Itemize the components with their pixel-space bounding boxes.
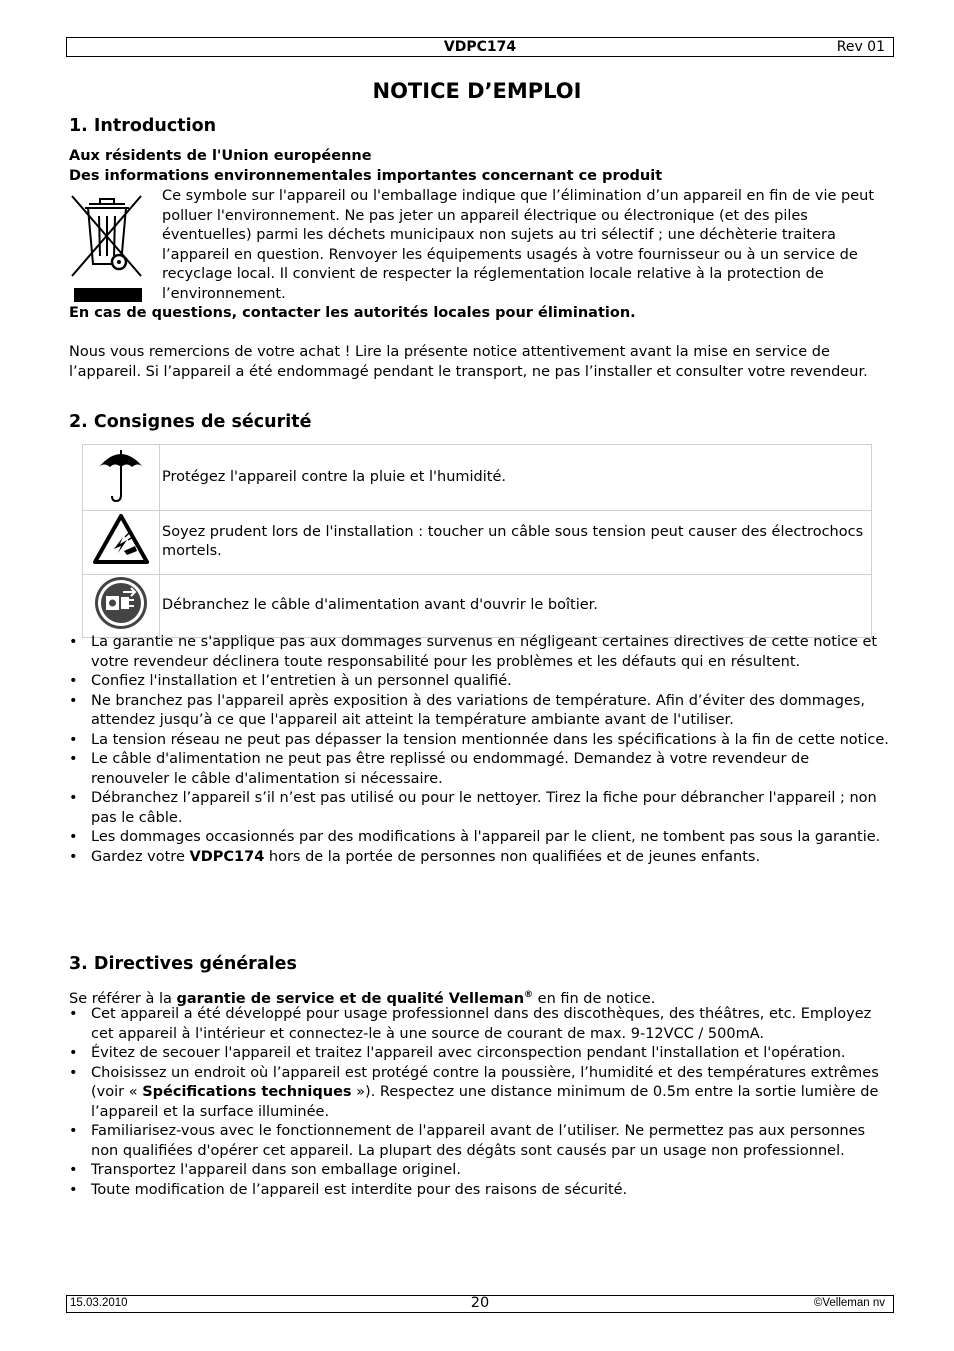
registered-mark: ® bbox=[524, 990, 534, 1000]
specifications-reference: Spécifications techniques bbox=[142, 1084, 352, 1100]
document-title: NOTICE D’EMPLOI bbox=[372, 79, 582, 103]
list-item: • Confiez l'installation et l’entretien à un personnel qualifié. bbox=[69, 672, 889, 692]
list-item bbox=[69, 1064, 889, 1123]
list-item: • Les dommages occasionnés par des modifications à l'appareil par le client, ne tombent pas sous la garantie. bbox=[69, 828, 889, 848]
section-2-heading: 2. Consignes de sécurité bbox=[69, 412, 312, 432]
thank-you-text: Nous vous remercions de votre achat ! Lire la présente notice attentivement avant la mise en service de l’appareil. Si l’appareil a été endommagé pendant le transport, ne pas l’installer et consulter votre revendeur. bbox=[69, 344, 868, 380]
list-item-text: hors de la portée de personnes non qualifiées et de jeunes enfants. bbox=[264, 848, 761, 865]
list-item: • Évitez de secouer l'appareil et traitez l'appareil avec circonspection pendant l'installation et l'opération. bbox=[69, 1044, 889, 1064]
section-1-heading: 1. Introduction bbox=[69, 116, 217, 136]
list-item: • Toute modification de l’appareil est interdite pour des raisons de sécurité. bbox=[69, 1181, 889, 1201]
umbrella-icon bbox=[96, 445, 146, 503]
contact-authorities-text: En cas de questions, contacter les autorités locales pour élimination. bbox=[69, 305, 636, 321]
safety-bullet-list bbox=[69, 633, 889, 867]
page-number: 20 bbox=[470, 1295, 490, 1311]
electric-shock-warning-icon bbox=[93, 513, 149, 565]
eu-residents-heading: Aux résidents de l'Union européenne bbox=[69, 148, 372, 164]
safety-row bbox=[83, 510, 872, 574]
safety-row bbox=[83, 574, 872, 638]
list-item-text: »). Respectez une distance minimum de 0.5m entre la sortie lumière de l’appareil et la surface illuminée. bbox=[91, 1084, 879, 1120]
environment-info-heading: Des informations environnementales importantes concernant ce produit bbox=[69, 168, 663, 184]
safety-pictogram-table bbox=[82, 444, 872, 638]
list-item: • Familiarisez-vous avec le fonctionnement de l'appareil avant de l’utiliser. Ne permettez pas aux personnes non qualifiées d'opérer cet appareil. La plupart des dégâts sont causés par un usage non professionnel. bbox=[69, 1122, 889, 1161]
weee-crossed-bin-icon bbox=[69, 190, 145, 305]
footer-copyright: ©Velleman nv bbox=[813, 1297, 885, 1309]
page-footer bbox=[66, 1295, 894, 1313]
safety-icon-cell bbox=[83, 445, 160, 511]
page-header bbox=[66, 37, 894, 57]
footer-date: 15.03.2010 bbox=[70, 1297, 128, 1309]
weee-symbol-text: Ce symbole sur l'appareil ou l'emballage indique que l’élimination d’un appareil en fin de vie peut polluer l'environnement. Ne pas jeter un appareil électrique ou électronique (et des piles éventuelles) parmi les déchets municipaux non sujets au tri sélectif ; une déchèterie traitera l’appareil en question. Renvoyer les équipements usagés à votre fournisseur ou à un service de recyclage local. Il convient de respecter la réglementation locale relative à la protection de l’environnement. bbox=[162, 188, 875, 302]
model-name: VDPC174 bbox=[189, 848, 265, 865]
general-guidelines-list bbox=[69, 1005, 889, 1200]
list-item: • Le câble d'alimentation ne peut pas être replissé ou endommagé. Demandez à votre revendeur de renouveler le câble d'alimentation si nécessaire. bbox=[69, 750, 889, 789]
safety-text-cell: Débranchez le câble d'alimentation avant d'ouvrir le boîtier. bbox=[160, 574, 872, 638]
list-item: • Cet appareil a été développé pour usage professionnel dans des discothèques, des théâtres, etc. Employez cet appareil à l'intérieur et connectez-le à une source de courant de max. 9-12VCC / 500mA. bbox=[69, 1005, 889, 1044]
list-item: • Transportez l'appareil dans son emballage originel. bbox=[69, 1161, 889, 1181]
list-item: • La tension réseau ne peut pas dépasser la tension mentionnée dans les spécifications à la fin de cette notice. bbox=[69, 731, 889, 751]
list-item-text: Choisissez un endroit où l’appareil est protégé contre la poussière, l’humidité et des températures extrêmes (voir « bbox=[91, 1064, 879, 1100]
safety-text-cell: Protégez l'appareil contre la pluie et l'humidité. bbox=[160, 445, 872, 511]
unplug-icon bbox=[93, 575, 149, 631]
warranty-name: garantie de service et de qualité Velleman bbox=[176, 990, 525, 1007]
list-item: • Ne branchez pas l'appareil après exposition à des variations de température. Afin d’éviter des dommages, attendez jusqu’à ce que l'appareil ait atteint la température ambiante avant de l'utiliser. bbox=[69, 692, 889, 731]
header-model: VDPC174 bbox=[443, 39, 517, 55]
warranty-text: en fin de notice. bbox=[533, 990, 656, 1007]
safety-icon-cell bbox=[83, 510, 160, 574]
safety-icon-cell bbox=[83, 574, 160, 638]
safety-text-cell: Soyez prudent lors de l'installation : toucher un câble sous tension peut causer des électrochocs mortels. bbox=[160, 510, 872, 574]
warranty-text: Se référer à la bbox=[69, 990, 177, 1007]
list-item: • La garantie ne s'applique pas aux dommages survenus en négligeant certaines directives de cette notice et votre revendeur déclinera toute responsabilité pour les problèmes et les défauts qui en résultent. bbox=[69, 633, 889, 672]
header-revision: Rev 01 bbox=[836, 39, 885, 55]
list-item-text: Gardez votre bbox=[91, 848, 190, 865]
section-3-heading: 3. Directives générales bbox=[69, 954, 297, 974]
list-item: • Débranchez l’appareil s’il n’est pas utilisé ou pour le nettoyer. Tirez la fiche pour débrancher l'appareil ; non pas le câble. bbox=[69, 789, 889, 828]
list-item bbox=[69, 848, 889, 868]
safety-row bbox=[83, 445, 872, 511]
